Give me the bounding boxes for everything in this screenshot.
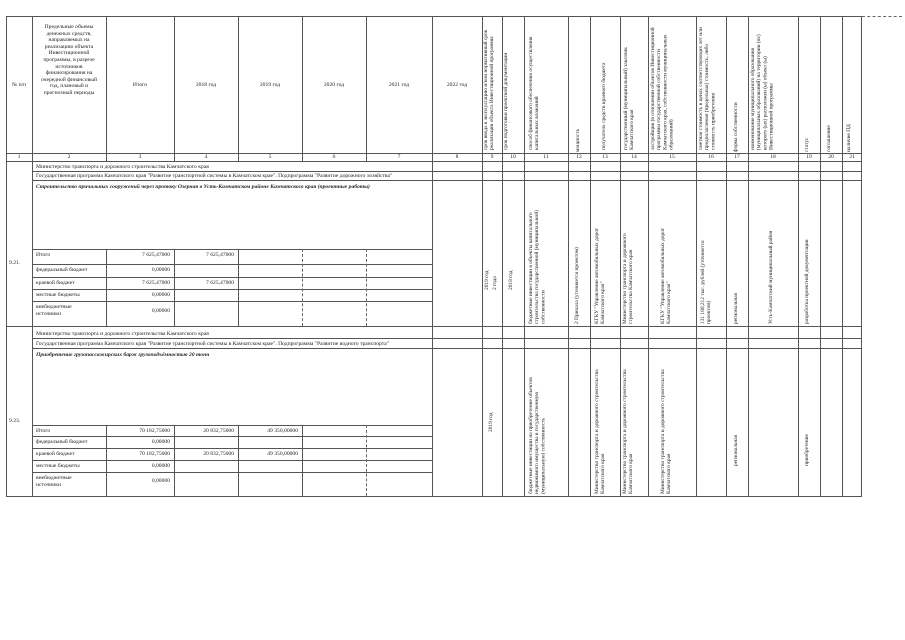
header-col7: 2021 год xyxy=(388,82,410,88)
s2-row3-total: 70 182,75000 xyxy=(139,451,170,457)
rule-s2-row2 xyxy=(32,436,432,437)
header-col11: способ финансового обеспечения осуществления капитальных вложений xyxy=(528,36,541,150)
s1-row4-label: местные бюджеты xyxy=(36,292,80,298)
s1-row1-label: Итого xyxy=(36,252,51,258)
colnum-20: 20 xyxy=(828,154,834,160)
rule-s2-row5 xyxy=(32,472,432,473)
s2-col13: Министерство транспорта и дорожного строительства Камчатского края xyxy=(594,369,607,494)
header-col4: 2018 год xyxy=(195,82,217,88)
s2-object: Приобретение грузопассажирских барж грузоподъёмностью 20 тонн xyxy=(36,352,210,358)
s2-col17: региональная xyxy=(733,434,739,466)
s2-col14: Министерство транспорта и дорожного строительства Камчатского края xyxy=(622,369,635,494)
s1-row1-2018: 7 625,47000 xyxy=(206,252,234,258)
s1-row4-total: 0,00000 xyxy=(151,292,170,298)
s1-index: 9.21. xyxy=(9,260,21,266)
s1-ministry: Министерство транспорта и дорожного строительства Камчатского края xyxy=(36,164,209,170)
colnum-4: 4 xyxy=(204,154,208,160)
s2-row3-2019: 49 350,00000 xyxy=(267,451,298,457)
header-col6: 2020 год xyxy=(323,82,345,88)
header-col12: мощность xyxy=(575,128,581,152)
col-line-2 xyxy=(106,16,107,162)
rule-s2-row1 xyxy=(32,425,432,426)
header-col19: статус xyxy=(804,137,810,152)
s1-row3-label: краевой бюджет xyxy=(36,280,75,286)
s2-row2-label: федеральный бюджет xyxy=(36,439,88,445)
s1-row5-total: 0,00000 xyxy=(151,308,170,314)
s1-row2-label: федеральный бюджет xyxy=(36,267,88,273)
colnum-6: 6 xyxy=(332,154,336,160)
s1-col11: бюджетные инвестиции в объекты капитального строительства государственной (муниципальной) собственности xyxy=(528,210,547,324)
header-col10: срок подготовки проектной документации xyxy=(503,52,509,150)
s1-col10: 2018 год xyxy=(508,270,514,290)
col-line-11 xyxy=(568,16,569,496)
colnum-12: 12 xyxy=(576,154,582,160)
s2-row5-total: 0,00000 xyxy=(151,478,170,484)
col-line-10 xyxy=(524,16,525,496)
s2-col9: 2019 год xyxy=(488,412,494,432)
dash-s1-2019 xyxy=(302,249,303,326)
rule-s2-program xyxy=(32,348,862,349)
colnum-9: 9 xyxy=(490,154,494,160)
header-col13: получатель средств краевого бюджета xyxy=(601,62,607,150)
colnum-7: 7 xyxy=(397,154,401,160)
dash-right-trail xyxy=(862,16,902,17)
dash-s2-2020 xyxy=(366,425,367,496)
colnum-18: 18 xyxy=(770,154,776,160)
s2-row4-label: местные бюджеты xyxy=(36,463,80,469)
col-line-2c xyxy=(106,425,107,496)
s2-col19: приобретение xyxy=(804,434,810,466)
header-col5: 2019 год xyxy=(259,82,281,88)
s2-row1-2019: 49 350,00000 xyxy=(267,428,298,434)
col-line-3c xyxy=(174,425,175,496)
colnum-16: 16 xyxy=(708,154,714,160)
colnum-5: 5 xyxy=(268,154,272,160)
s1-col15: КГКУ "Управление автомобильных дорог Камчатского края" xyxy=(660,227,673,324)
colnum-1: 1 xyxy=(17,154,21,160)
col-line-5 xyxy=(302,16,303,162)
rule-bottom xyxy=(6,496,862,497)
rule-s1-end xyxy=(6,326,862,327)
rule-s1-row1 xyxy=(32,249,432,250)
s1-row3-total: 7 625,47000 xyxy=(142,280,170,286)
col-line-13 xyxy=(620,16,621,496)
col-line-4b xyxy=(238,249,239,326)
colnum-21: 21 xyxy=(849,154,855,160)
s2-row1-2018: 20 832,75000 xyxy=(203,428,234,434)
col-line-17 xyxy=(748,16,749,496)
col-line-4 xyxy=(238,16,239,162)
s1-col16: 131 180,212 тыс. рублей (уточняется проектом) xyxy=(700,240,713,324)
header-col14: государственный (муниципальный) заказчик Камчатского края xyxy=(623,47,636,150)
rule-s1-row2 xyxy=(32,264,432,265)
s1-object: Строительство причальных сооружений через протоку Озерная в Усть-Камчатском районе Камчатского края (проектные работы) xyxy=(36,184,370,190)
col-line-18 xyxy=(798,16,799,496)
colnum-11: 11 xyxy=(543,154,549,160)
rule-s1-program xyxy=(32,180,862,181)
s1-col18: Усть-Камчатский муниципальный район xyxy=(768,230,774,324)
colnum-19: 19 xyxy=(806,154,812,160)
col-line-6 xyxy=(366,16,367,162)
header-col15: застройщик (в отношении объектов Инвестиционной программы государственной собственности Камчатского края, собственности муниципальных образований) xyxy=(650,27,675,150)
colnum-17: 17 xyxy=(734,154,740,160)
s1-col17: региональная xyxy=(733,292,739,324)
header-col21: наличие ПД xyxy=(846,124,852,152)
s1-program: Государственная программа Камчатского края "Развитие транспортной системы в Камчатском крае". Подпрограмма "Развитие дорожного хозяйства" xyxy=(36,173,393,179)
col-line-5c xyxy=(302,425,303,496)
header-col9: срок ввода в эксплуатацию и/или нормативный срок реализации объекта Инвестиционной программы xyxy=(483,29,496,150)
s1-row5-label: внебюджетные источники xyxy=(36,304,72,317)
col-line-4c xyxy=(238,425,239,496)
col-line-12 xyxy=(590,16,591,496)
col-line-21 xyxy=(861,16,862,496)
s1-col13: КГКУ "Управление автомобильных дорог Камчатского края" xyxy=(594,227,607,324)
header-col3: Итого xyxy=(132,82,148,88)
rule-s1-row5 xyxy=(32,301,432,302)
header-col8: 2022 год xyxy=(446,82,468,88)
colnum-3: 3 xyxy=(138,154,142,160)
col-line-3 xyxy=(174,16,175,162)
s1-col12: 2 Причала (уточняется проектом) xyxy=(574,247,580,324)
header-col17: форма собственности xyxy=(733,102,739,152)
col-line-15 xyxy=(696,16,697,496)
s2-row3-label: краевой бюджет xyxy=(36,451,75,457)
s2-row4-total: 0,00000 xyxy=(151,463,170,469)
colnum-15: 15 xyxy=(669,154,675,160)
s2-col11: бюджетные инвестиции на приобретение объектов недвижимого имущества в государственную (муниципальную) собственность xyxy=(528,377,547,494)
s2-ministry: Министерство транспорта и дорожного строительства Камчатского края xyxy=(36,331,209,337)
col-line-1 xyxy=(32,16,33,496)
col-line-3b xyxy=(174,249,175,326)
col-line-14 xyxy=(648,16,649,496)
colnum-8: 8 xyxy=(455,154,459,160)
s2-index: 9.23. xyxy=(9,418,21,424)
s2-program: Государственная программа Камчатского края "Развитие транспортной системы в Камчатском крае". Подпрограмма "Развитие водного транспорта" xyxy=(36,341,390,347)
s2-row1-label: Итого xyxy=(36,428,51,434)
s1-row1-total: 7 625,47000 xyxy=(142,252,170,258)
rule-s2-row3 xyxy=(32,448,432,449)
rule-s1-ministry xyxy=(32,171,862,172)
s2-row5-label: внебюджетные источники xyxy=(36,475,72,488)
s1-col14: Министерство транспорта и дорожного строительства Камчатского края xyxy=(622,233,635,324)
s1-col9: 2019 год xyxy=(484,270,490,290)
header-col2: Предельные объемы денежных средств, направляемых на реализацию объекта Инвестиционной программы, в разрезе источников финансирования на очередной финансовый год, плановый и прогнозный периоды xyxy=(41,24,97,96)
rule-s1-row4 xyxy=(32,289,432,290)
header-col1: № п/п xyxy=(11,82,27,88)
dash-s1-2020 xyxy=(366,249,367,326)
s2-row3-2018: 20 832,75000 xyxy=(203,451,234,457)
rule-s2-ministry xyxy=(32,338,862,339)
rule-top xyxy=(6,16,862,17)
s2-row1-total: 70 182,75000 xyxy=(139,428,170,434)
colnum-2: 2 xyxy=(67,154,71,160)
table-sheet xyxy=(6,16,862,548)
s1-row3-2018: 7 625,47000 xyxy=(206,280,234,286)
col-line-20 xyxy=(842,16,843,496)
header-col16: сметная стоимость в ценах соответствующих лет или предполагаемая (предельная) стоимость, либо стоимость приобретения xyxy=(698,27,717,150)
s2-row2-total: 0,00000 xyxy=(151,439,170,445)
rule-s2-row4 xyxy=(32,460,432,461)
header-col20: соглашение xyxy=(826,125,832,152)
s1-col9b: 2 года xyxy=(492,276,498,290)
col-line-19 xyxy=(820,16,821,496)
rule-numbers-bottom xyxy=(6,161,862,162)
s1-col19: разработка проектной документации xyxy=(804,239,810,324)
rule-s1-row3 xyxy=(32,277,432,278)
s2-col15: Министерство транспорта и дорожного строительства Камчатского края xyxy=(660,369,673,494)
colnum-10: 10 xyxy=(510,154,516,160)
colnum-14: 14 xyxy=(631,154,637,160)
header-col18: наименование муниципального образования (муниципальных образований) на территории (ях) которого (ых) расположен (ы) объект (ы) Инвестиционной программы xyxy=(750,34,775,150)
col-line-16 xyxy=(726,16,727,496)
colnum-13: 13 xyxy=(602,154,608,160)
s1-row2-total: 0,00000 xyxy=(151,267,170,273)
